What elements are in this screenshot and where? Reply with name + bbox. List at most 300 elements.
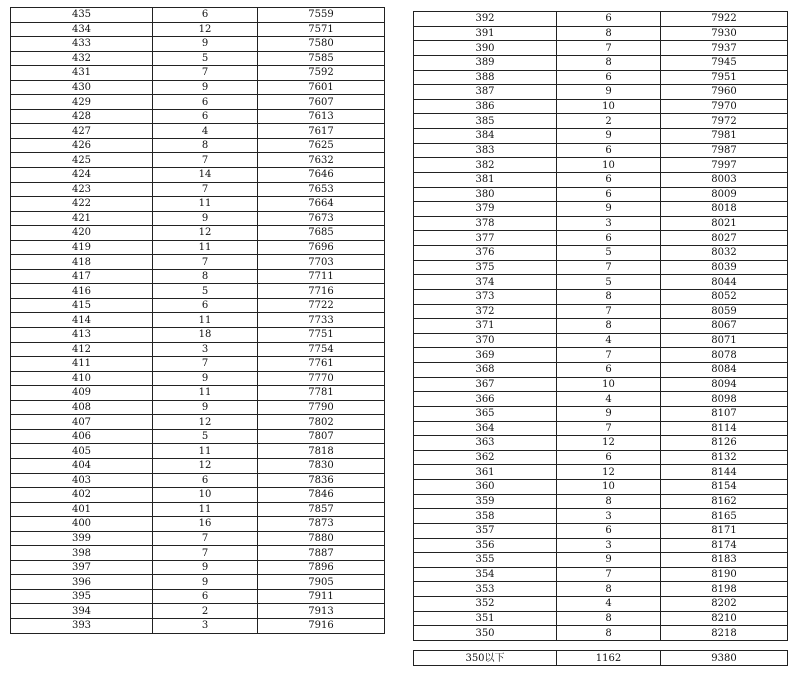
table-row — [414, 553, 788, 568]
count-cell: 11 — [153, 197, 258, 212]
cumulative-cell: 7913 — [258, 604, 385, 619]
table-row — [414, 70, 788, 85]
table-row — [11, 182, 385, 197]
table-row — [11, 255, 385, 270]
table-row — [11, 546, 385, 561]
count-cell: 9 — [557, 553, 661, 568]
table-row — [11, 371, 385, 386]
cumulative-cell: 7761 — [258, 357, 385, 372]
score-cell: 392 — [414, 12, 557, 27]
count-cell: 9 — [153, 211, 258, 226]
table-row — [414, 99, 788, 114]
count-cell: 8 — [557, 55, 661, 70]
table-row — [11, 473, 385, 488]
count-cell: 6 — [153, 473, 258, 488]
score-cell: 376 — [414, 246, 557, 261]
cumulative-cell: 7960 — [661, 85, 788, 100]
table-row — [414, 480, 788, 495]
table-row — [414, 187, 788, 202]
score-cell: 406 — [11, 429, 153, 444]
table-row — [11, 589, 385, 604]
cumulative-cell: 7646 — [258, 168, 385, 183]
count-cell: 8 — [557, 26, 661, 41]
score-cell: 354 — [414, 567, 557, 582]
cumulative-cell: 8044 — [661, 275, 788, 290]
count-cell: 7 — [153, 66, 258, 81]
score-cell: 391 — [414, 26, 557, 41]
table-row — [414, 275, 788, 290]
count-cell: 7 — [153, 357, 258, 372]
score-cell: 400 — [11, 517, 153, 532]
count-cell: 7 — [153, 255, 258, 270]
table-row — [414, 246, 788, 261]
table-row — [11, 168, 385, 183]
score-cell: 429 — [11, 95, 153, 110]
cumulative-cell: 8039 — [661, 260, 788, 275]
score-cell: 367 — [414, 377, 557, 392]
cumulative-cell: 7802 — [258, 415, 385, 430]
cumulative-cell: 8190 — [661, 567, 788, 582]
table-row — [414, 567, 788, 582]
score-cell: 381 — [414, 172, 557, 187]
cumulative-cell: 8078 — [661, 348, 788, 363]
count-cell: 4 — [557, 333, 661, 348]
count-cell: 14 — [153, 168, 258, 183]
cumulative-cell: 7625 — [258, 138, 385, 153]
table-row — [414, 12, 788, 27]
table-row — [414, 41, 788, 56]
table-row — [11, 240, 385, 255]
summary-score-cell: 350以下 — [414, 651, 557, 666]
count-cell: 3 — [557, 509, 661, 524]
count-cell: 18 — [153, 328, 258, 343]
count-cell: 9 — [153, 80, 258, 95]
score-cell: 427 — [11, 124, 153, 139]
cumulative-cell: 7722 — [258, 298, 385, 313]
count-cell: 12 — [153, 415, 258, 430]
table-row — [11, 444, 385, 459]
cumulative-cell: 7685 — [258, 226, 385, 241]
score-cell: 423 — [11, 182, 153, 197]
cumulative-cell: 7997 — [661, 158, 788, 173]
cumulative-cell: 8198 — [661, 582, 788, 597]
table-row — [414, 494, 788, 509]
table-row — [11, 51, 385, 66]
cumulative-cell: 8094 — [661, 377, 788, 392]
score-table-right — [413, 11, 788, 641]
count-cell: 9 — [153, 371, 258, 386]
cumulative-cell: 7981 — [661, 129, 788, 144]
cumulative-cell: 7972 — [661, 114, 788, 129]
table-row — [414, 363, 788, 378]
cumulative-cell: 7873 — [258, 517, 385, 532]
score-cell: 389 — [414, 55, 557, 70]
score-cell: 385 — [414, 114, 557, 129]
count-cell: 16 — [153, 517, 258, 532]
cumulative-cell: 8218 — [661, 626, 788, 641]
cumulative-cell: 7770 — [258, 371, 385, 386]
count-cell: 11 — [153, 444, 258, 459]
table-row — [414, 304, 788, 319]
table-row — [11, 153, 385, 168]
cumulative-cell: 7937 — [661, 41, 788, 56]
count-cell: 9 — [557, 202, 661, 217]
table-row — [11, 138, 385, 153]
table-row — [414, 114, 788, 129]
table-row — [414, 450, 788, 465]
score-cell: 408 — [11, 400, 153, 415]
table-row — [11, 226, 385, 241]
cumulative-cell: 7846 — [258, 488, 385, 503]
cumulative-cell: 7601 — [258, 80, 385, 95]
score-cell: 366 — [414, 392, 557, 407]
count-cell: 3 — [153, 618, 258, 633]
cumulative-cell: 8202 — [661, 597, 788, 612]
cumulative-cell: 7613 — [258, 109, 385, 124]
score-cell: 416 — [11, 284, 153, 299]
score-cell: 386 — [414, 99, 557, 114]
count-cell: 8 — [557, 319, 661, 334]
table-row — [11, 429, 385, 444]
cumulative-cell: 7754 — [258, 342, 385, 357]
cumulative-cell: 7653 — [258, 182, 385, 197]
cumulative-cell: 8162 — [661, 494, 788, 509]
cumulative-cell: 7571 — [258, 22, 385, 37]
cumulative-cell: 7592 — [258, 66, 385, 81]
cumulative-cell: 8009 — [661, 187, 788, 202]
score-cell: 409 — [11, 386, 153, 401]
score-cell: 368 — [414, 363, 557, 378]
score-cell: 418 — [11, 255, 153, 270]
score-cell: 404 — [11, 458, 153, 473]
table-row — [414, 260, 788, 275]
count-cell: 12 — [153, 22, 258, 37]
cumulative-cell: 8052 — [661, 289, 788, 304]
count-cell: 5 — [153, 51, 258, 66]
table-row — [414, 436, 788, 451]
table-row — [414, 597, 788, 612]
cumulative-cell: 7617 — [258, 124, 385, 139]
score-cell: 396 — [11, 575, 153, 590]
score-cell: 417 — [11, 269, 153, 284]
score-cell: 390 — [414, 41, 557, 56]
table-row — [11, 8, 385, 23]
cumulative-cell: 8084 — [661, 363, 788, 378]
table-row — [11, 298, 385, 313]
cumulative-cell: 7896 — [258, 560, 385, 575]
count-cell: 2 — [153, 604, 258, 619]
table-row — [11, 197, 385, 212]
cumulative-cell: 8132 — [661, 450, 788, 465]
count-cell: 6 — [557, 12, 661, 27]
count-cell: 9 — [557, 129, 661, 144]
cumulative-cell: 8027 — [661, 231, 788, 246]
table-row — [414, 582, 788, 597]
count-cell: 12 — [557, 436, 661, 451]
score-cell: 377 — [414, 231, 557, 246]
cumulative-cell: 8114 — [661, 421, 788, 436]
cumulative-cell: 7970 — [661, 99, 788, 114]
count-cell: 9 — [153, 560, 258, 575]
score-cell: 394 — [11, 604, 153, 619]
table-row — [11, 415, 385, 430]
count-cell: 7 — [153, 531, 258, 546]
count-cell: 6 — [557, 172, 661, 187]
score-cell: 402 — [11, 488, 153, 503]
count-cell: 7 — [557, 41, 661, 56]
cumulative-cell: 7664 — [258, 197, 385, 212]
cumulative-cell: 7711 — [258, 269, 385, 284]
table-row — [11, 386, 385, 401]
table-row — [414, 333, 788, 348]
score-cell: 372 — [414, 304, 557, 319]
count-cell: 11 — [153, 240, 258, 255]
count-cell: 9 — [557, 406, 661, 421]
score-cell: 415 — [11, 298, 153, 313]
score-cell: 373 — [414, 289, 557, 304]
table-row — [11, 604, 385, 619]
count-cell: 8 — [557, 494, 661, 509]
cumulative-cell: 7836 — [258, 473, 385, 488]
count-cell: 8 — [557, 289, 661, 304]
count-cell: 4 — [557, 597, 661, 612]
table-row — [11, 357, 385, 372]
cumulative-cell: 7703 — [258, 255, 385, 270]
score-cell: 353 — [414, 582, 557, 597]
cumulative-cell: 8174 — [661, 538, 788, 553]
count-cell: 9 — [153, 575, 258, 590]
cumulative-cell: 7911 — [258, 589, 385, 604]
cumulative-cell: 7696 — [258, 240, 385, 255]
count-cell: 6 — [557, 450, 661, 465]
table-row — [11, 575, 385, 590]
score-cell: 361 — [414, 465, 557, 480]
score-cell: 380 — [414, 187, 557, 202]
score-cell: 369 — [414, 348, 557, 363]
table-row — [11, 37, 385, 52]
count-cell: 6 — [557, 70, 661, 85]
table-row — [11, 211, 385, 226]
table-row — [11, 80, 385, 95]
cumulative-cell: 7916 — [258, 618, 385, 633]
count-cell: 10 — [153, 488, 258, 503]
count-cell: 6 — [557, 523, 661, 538]
table-row — [414, 55, 788, 70]
score-cell: 393 — [11, 618, 153, 633]
cumulative-cell: 7887 — [258, 546, 385, 561]
count-cell: 8 — [153, 138, 258, 153]
count-cell: 7 — [153, 546, 258, 561]
count-cell: 9 — [153, 400, 258, 415]
score-cell: 364 — [414, 421, 557, 436]
score-cell: 403 — [11, 473, 153, 488]
count-cell: 10 — [557, 99, 661, 114]
score-cell: 413 — [11, 328, 153, 343]
table-row — [414, 465, 788, 480]
score-cell: 412 — [11, 342, 153, 357]
cumulative-cell: 7716 — [258, 284, 385, 299]
table-row — [414, 406, 788, 421]
score-cell: 397 — [11, 560, 153, 575]
score-cell: 378 — [414, 216, 557, 231]
cumulative-cell: 7930 — [661, 26, 788, 41]
count-cell: 12 — [153, 458, 258, 473]
cumulative-cell: 8067 — [661, 319, 788, 334]
count-cell: 3 — [153, 342, 258, 357]
score-cell: 399 — [11, 531, 153, 546]
table-row — [414, 85, 788, 100]
score-cell: 388 — [414, 70, 557, 85]
count-cell: 12 — [153, 226, 258, 241]
cumulative-cell: 7673 — [258, 211, 385, 226]
table-row — [11, 458, 385, 473]
count-cell: 7 — [557, 348, 661, 363]
cumulative-cell: 7751 — [258, 328, 385, 343]
count-cell: 6 — [557, 363, 661, 378]
score-cell: 433 — [11, 37, 153, 52]
score-cell: 350 — [414, 626, 557, 641]
cumulative-cell: 8107 — [661, 406, 788, 421]
count-cell: 8 — [153, 269, 258, 284]
table-row — [414, 216, 788, 231]
count-cell: 7 — [557, 421, 661, 436]
cumulative-cell: 7559 — [258, 8, 385, 23]
cumulative-cell: 7807 — [258, 429, 385, 444]
score-cell: 431 — [11, 66, 153, 81]
table-row — [11, 502, 385, 517]
table-row — [414, 538, 788, 553]
cumulative-cell: 7733 — [258, 313, 385, 328]
score-cell: 395 — [11, 589, 153, 604]
table-row — [414, 319, 788, 334]
table-row — [11, 124, 385, 139]
table-row — [414, 202, 788, 217]
cumulative-cell: 8003 — [661, 172, 788, 187]
cumulative-cell: 7580 — [258, 37, 385, 52]
cumulative-cell: 7922 — [661, 12, 788, 27]
score-cell: 370 — [414, 333, 557, 348]
table-row — [414, 129, 788, 144]
score-table-left-body — [11, 8, 385, 634]
cumulative-cell: 7830 — [258, 458, 385, 473]
table-row — [11, 517, 385, 532]
cumulative-cell: 7632 — [258, 153, 385, 168]
score-table-right-body — [414, 12, 788, 641]
count-cell: 6 — [153, 95, 258, 110]
score-cell: 384 — [414, 129, 557, 144]
count-cell: 3 — [557, 216, 661, 231]
table-row — [414, 611, 788, 626]
score-cell: 430 — [11, 80, 153, 95]
score-cell: 422 — [11, 197, 153, 212]
score-cell: 414 — [11, 313, 153, 328]
count-cell: 9 — [557, 85, 661, 100]
score-cell: 371 — [414, 319, 557, 334]
count-cell: 11 — [153, 386, 258, 401]
table-row — [414, 231, 788, 246]
score-cell: 352 — [414, 597, 557, 612]
cumulative-cell: 8154 — [661, 480, 788, 495]
table-row — [11, 618, 385, 633]
table-row — [11, 66, 385, 81]
count-cell: 5 — [557, 246, 661, 261]
table-row — [414, 143, 788, 158]
score-cell: 360 — [414, 480, 557, 495]
score-cell: 387 — [414, 85, 557, 100]
score-cell: 426 — [11, 138, 153, 153]
cumulative-cell: 7951 — [661, 70, 788, 85]
count-cell: 7 — [557, 567, 661, 582]
score-cell: 362 — [414, 450, 557, 465]
score-cell: 425 — [11, 153, 153, 168]
table-row — [11, 95, 385, 110]
summary-cumulative-cell: 9380 — [661, 651, 788, 666]
cumulative-cell: 7781 — [258, 386, 385, 401]
score-cell: 407 — [11, 415, 153, 430]
score-cell: 420 — [11, 226, 153, 241]
cumulative-cell: 7945 — [661, 55, 788, 70]
table-row — [414, 26, 788, 41]
count-cell: 8 — [557, 626, 661, 641]
table-row — [414, 626, 788, 641]
cumulative-cell: 8098 — [661, 392, 788, 407]
table-row — [414, 348, 788, 363]
cumulative-cell: 7987 — [661, 143, 788, 158]
count-cell: 6 — [557, 187, 661, 202]
score-cell: 421 — [11, 211, 153, 226]
count-cell: 8 — [557, 611, 661, 626]
table-row — [414, 158, 788, 173]
table-row — [11, 400, 385, 415]
table-row — [11, 488, 385, 503]
count-cell: 6 — [557, 231, 661, 246]
score-cell: 355 — [414, 553, 557, 568]
cumulative-cell: 8210 — [661, 611, 788, 626]
cumulative-cell: 7905 — [258, 575, 385, 590]
score-cell: 382 — [414, 158, 557, 173]
count-cell: 5 — [153, 284, 258, 299]
count-cell: 10 — [557, 158, 661, 173]
count-cell: 7 — [153, 153, 258, 168]
table-row — [11, 109, 385, 124]
count-cell: 11 — [153, 502, 258, 517]
count-cell: 7 — [153, 182, 258, 197]
count-cell: 11 — [153, 313, 258, 328]
score-cell: 363 — [414, 436, 557, 451]
table-row — [414, 377, 788, 392]
score-cell: 410 — [11, 371, 153, 386]
count-cell: 6 — [153, 589, 258, 604]
table-row — [414, 392, 788, 407]
score-cell: 374 — [414, 275, 557, 290]
table-row — [414, 172, 788, 187]
score-cell: 356 — [414, 538, 557, 553]
table-row — [11, 22, 385, 37]
score-cell: 424 — [11, 168, 153, 183]
score-cell: 375 — [414, 260, 557, 275]
table-row — [11, 284, 385, 299]
cumulative-cell: 8165 — [661, 509, 788, 524]
score-cell: 379 — [414, 202, 557, 217]
score-cell: 428 — [11, 109, 153, 124]
score-cell: 432 — [11, 51, 153, 66]
score-cell: 357 — [414, 523, 557, 538]
score-cell: 351 — [414, 611, 557, 626]
score-cell: 358 — [414, 509, 557, 524]
count-cell: 10 — [557, 480, 661, 495]
table-row — [414, 509, 788, 524]
cumulative-cell: 8032 — [661, 246, 788, 261]
